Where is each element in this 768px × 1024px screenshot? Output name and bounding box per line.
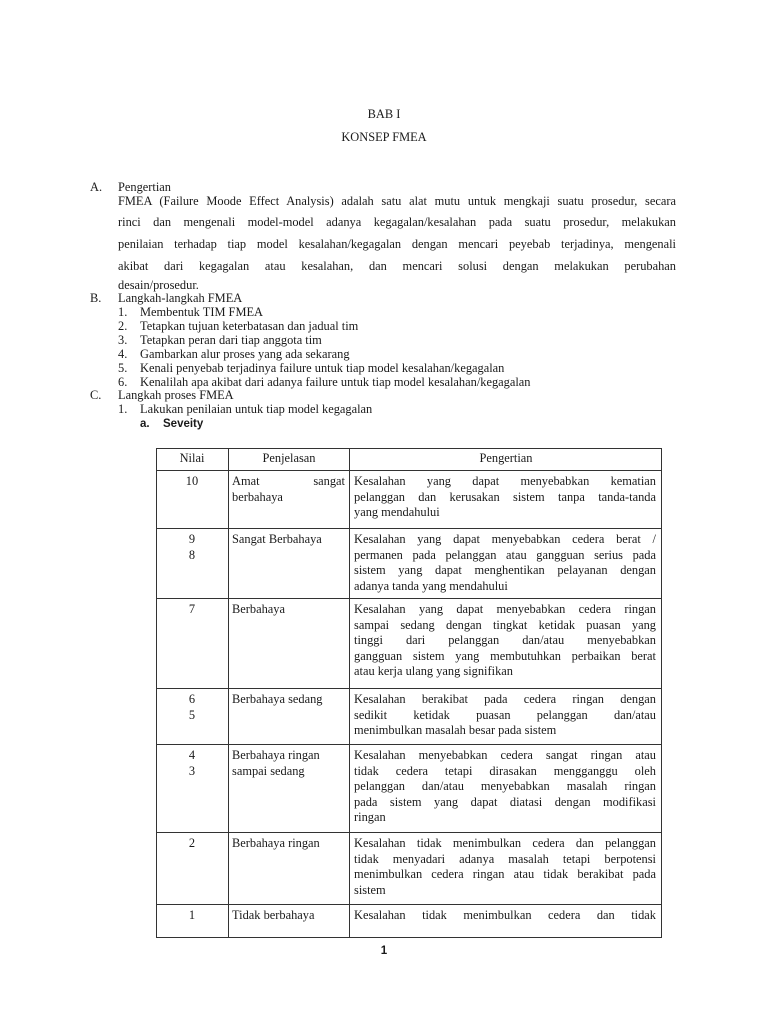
cell-pengertian-line: tidak menyadari adanya masalah tetapi berpotensi <box>354 851 656 866</box>
section-c-letter: C. <box>90 388 102 402</box>
cell-pengertian-line: permanen pada pelanggan atau gangguan serius pada <box>354 547 656 562</box>
cell-penjelasan-line: Sangat Berbahaya <box>232 532 322 546</box>
cell-nilai <box>156 748 228 779</box>
page-number: 1 <box>380 945 388 957</box>
header-penjelasan: Penjelasan <box>262 451 316 465</box>
list-item-text: Tetapkan peran dari tiap anggota tim <box>140 333 322 347</box>
list-item-number: 2. <box>118 319 128 333</box>
list-item-number: 1. <box>118 305 128 319</box>
section-a-letter: A. <box>90 180 103 194</box>
cell-penjelasan-line: Berbahaya ringan <box>232 748 320 762</box>
cell-penjelasan-line: Tidak berbahaya <box>232 908 315 922</box>
list-item-text: Kenalilah apa akibat dari adanya failure untuk tiap model kesalahan/kegagalan <box>140 375 531 389</box>
cell-nilai-value: 10 <box>185 474 199 488</box>
cell-nilai-value: 4 <box>188 748 196 762</box>
cell-pengertian-line: Kesalahan yang dapat menyebabkan kematian <box>354 474 656 488</box>
cell-pengertian-line: sampai sedang dengan tingkat ketidak puasan yang <box>354 617 656 632</box>
cell-pengertian-line: Kesalahan tidak menimbulkan cedera dan tidak <box>354 908 656 922</box>
section-b-heading: Langkah-langkah FMEA <box>118 291 243 305</box>
cell-penjelasan <box>232 474 345 505</box>
cell-pengertian-line: pelanggan dan/atau menyebabkan masalah ringan <box>354 779 656 793</box>
list-item-number: 4. <box>118 347 128 361</box>
section-c-heading: Langkah proses FMEA <box>118 388 234 402</box>
list-item-number: 6. <box>118 375 128 389</box>
section-a-line: rinci dan mengenali model-model adanya kegagalan/kesalahan pada suatu prosedur, melakukan <box>118 215 676 229</box>
cell-pengertian <box>354 692 656 739</box>
cell-nilai-value: 5 <box>188 707 196 722</box>
cell-pengertian-line: sedikit ketidak puasan pelanggan dan/atau <box>354 707 656 722</box>
cell-pengertian-line: yang mendahului <box>354 505 440 519</box>
cell-penjelasan <box>232 836 345 852</box>
chapter-title: BAB I <box>367 107 401 121</box>
section-c-item-text: Lakukan penilaian untuk tiap model kegagalan <box>140 402 373 416</box>
cell-nilai <box>156 908 228 924</box>
cell-pengertian-line: Kesalahan yang dapat menyebabkan cedera berat / <box>354 532 656 546</box>
cell-penjelasan-line: Berbahaya <box>232 602 285 616</box>
section-a-line: FMEA (Failure Moode Effect Analysis) adalah satu alat mutu untuk mengkaji suatu prosedur, secara <box>118 194 676 208</box>
section-a-line: penilaian terhadap tiap model kesalahan/kegagalan dengan mencari peyebab terjadinya, mengenali <box>118 237 676 251</box>
cell-penjelasan-line: berbahaya <box>232 489 283 504</box>
severity-table <box>156 448 662 938</box>
cell-pengertian-line: tinggi dari pelanggan dan/atau menyebabkan <box>354 633 656 647</box>
cell-pengertian-line: Kesalahan berakibat pada cedera ringan dengan <box>354 692 656 706</box>
cell-nilai-value: 7 <box>188 602 196 616</box>
cell-nilai-value: 2 <box>188 836 196 850</box>
cell-nilai <box>156 836 228 852</box>
cell-pengertian-line: pelanggan dan kerusakan sistem tanpa tanda-tanda <box>354 489 656 504</box>
cell-penjelasan <box>232 692 345 708</box>
section-a-heading: Pengertian <box>118 180 171 194</box>
subsection-letter: a. <box>140 418 150 430</box>
list-item-text: Gambarkan alur proses yang ada sekarang <box>140 347 350 361</box>
list-item-text: Kenali penyebab terjadinya failure untuk tiap model kesalahan/kegagalan <box>140 361 505 375</box>
cell-pengertian-line: Kesalahan tidak menimbulkan cedera dan pelanggan <box>354 836 656 850</box>
cell-penjelasan-line: Berbahaya sedang <box>232 692 323 706</box>
cell-penjelasan-line: Berbahaya ringan <box>232 836 320 850</box>
cell-penjelasan <box>232 602 345 618</box>
cell-penjelasan-line: Amat sangat <box>232 474 345 488</box>
cell-pengertian-line: Kesalahan yang dapat menyebabkan cedera ringan <box>354 602 656 616</box>
cell-pengertian-line: sistem yang dapat menghentikan pelayanan dengan <box>354 563 656 577</box>
section-c-item-num: 1. <box>118 402 128 416</box>
cell-nilai-value: 9 <box>188 532 196 546</box>
section-a-line: desain/prosedur. <box>118 278 199 292</box>
cell-nilai-value: 8 <box>188 547 196 562</box>
cell-nilai <box>156 474 228 490</box>
chapter-subtitle: KONSEP FMEA <box>341 130 427 144</box>
list-item-text: Membentuk TIM FMEA <box>140 305 263 319</box>
cell-penjelasan <box>232 748 345 779</box>
cell-pengertian-line: Kesalahan menyebabkan cedera sangat ringan atau <box>354 748 656 762</box>
cell-penjelasan <box>232 532 345 548</box>
cell-pengertian-line: menimbulkan masalah besar pada sistem <box>354 723 557 737</box>
cell-nilai <box>156 692 228 723</box>
header-nilai: Nilai <box>179 451 205 465</box>
header-pengertian: Pengertian <box>479 451 533 465</box>
cell-pengertian <box>354 748 656 826</box>
cell-pengertian <box>354 908 656 924</box>
cell-pengertian-line: sistem <box>354 882 386 897</box>
cell-pengertian <box>354 602 656 680</box>
cell-nilai <box>156 532 228 563</box>
subsection-title: Seveity <box>163 418 204 430</box>
cell-pengertian <box>354 474 656 521</box>
cell-pengertian <box>354 836 656 898</box>
section-b-letter: B. <box>90 291 102 305</box>
cell-pengertian-line: menimbulkan cedera ringan atau tidak berakibat pada <box>354 867 656 881</box>
cell-pengertian-line: ringan <box>354 810 386 824</box>
cell-pengertian-line: gangguan sistem yang membutuhkan perbaikan berat <box>354 648 656 663</box>
cell-penjelasan <box>232 908 345 924</box>
cell-pengertian-line: tidak cedera tetapi dirasakan mengganggu oleh <box>354 763 656 778</box>
cell-pengertian-line: pada sistem yang dapat diatasi dengan modifikasi <box>354 794 656 809</box>
section-a-line: akibat dari kegagalan atau kesalahan, dan mencari solusi dengan melakukan perubahan <box>118 259 676 273</box>
list-item-number: 5. <box>118 361 128 375</box>
cell-nilai-value: 6 <box>188 692 196 706</box>
cell-nilai-value: 1 <box>188 908 196 922</box>
list-item-text: Tetapkan tujuan keterbatasan dan jadual tim <box>140 319 359 333</box>
list-item-number: 3. <box>118 333 128 347</box>
cell-penjelasan-line: sampai sedang <box>232 763 305 778</box>
cell-nilai <box>156 602 228 618</box>
cell-pengertian-line: atau kerja ulang yang signifikan <box>354 664 513 678</box>
cell-nilai-value: 3 <box>188 763 196 778</box>
cell-pengertian-line: adanya tanda yang mendahului <box>354 578 508 593</box>
cell-pengertian <box>354 532 656 594</box>
